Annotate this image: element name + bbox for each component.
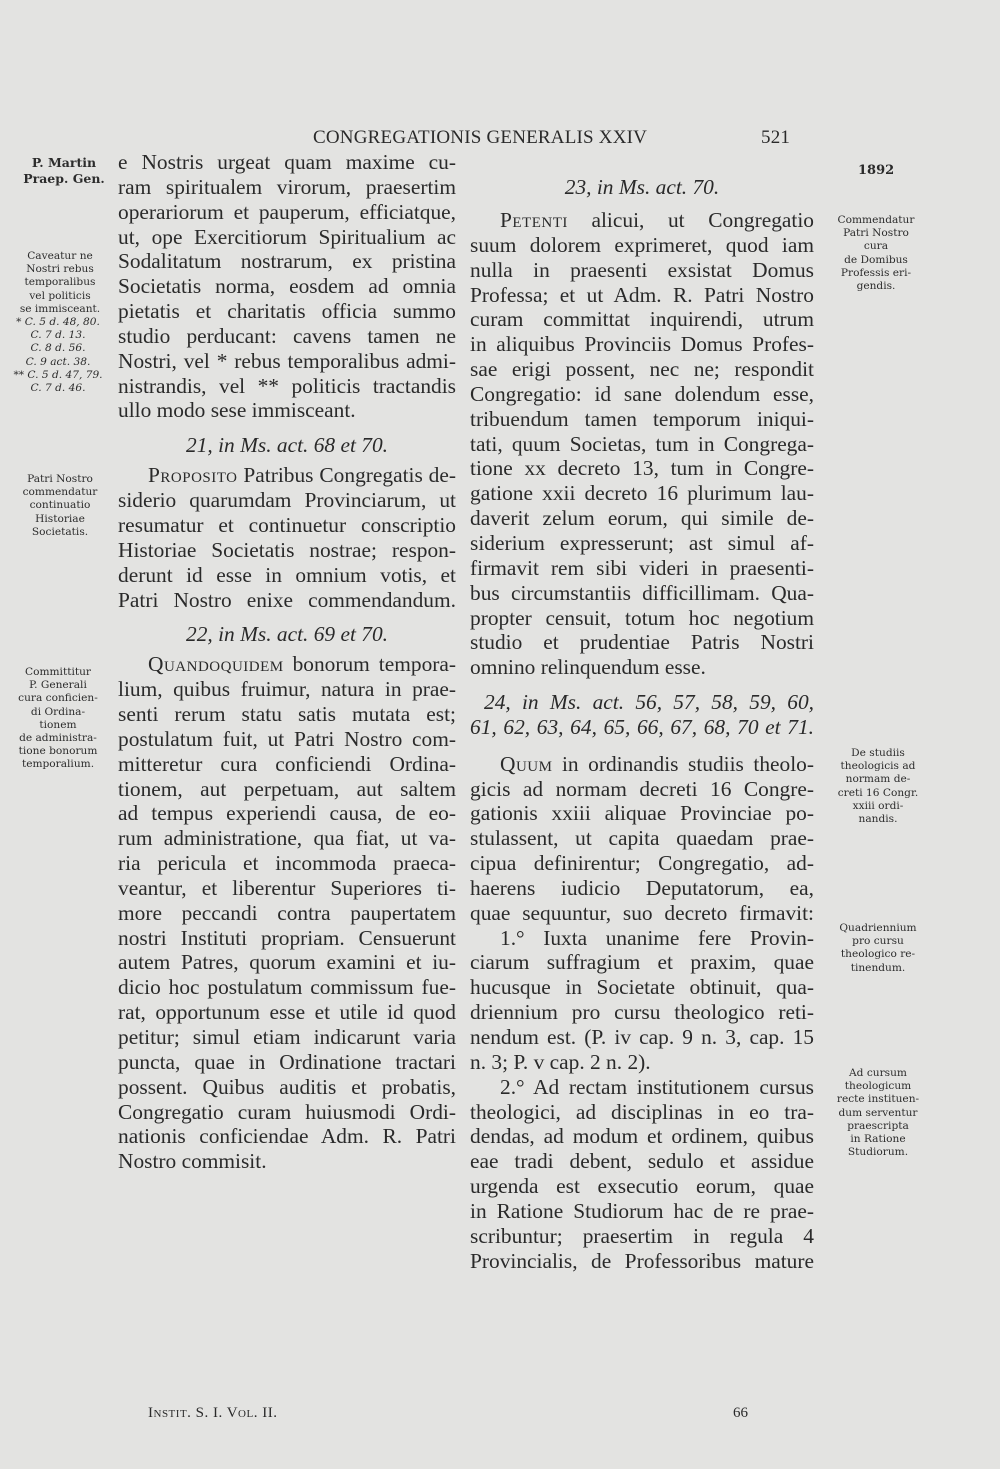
- text-line: quae sequuntur, suo decreto firmavit:: [470, 900, 814, 925]
- lead-word: Quandoquidem: [148, 652, 284, 677]
- note-line: Quadriennium: [839, 922, 917, 934]
- margin-note-right-2: [822, 747, 934, 826]
- text-line: Sodalitatum nostrarum, ex pristina: [118, 249, 456, 274]
- text-line: Nostri, vel * rebus temporalibus admi-: [118, 348, 456, 373]
- note-line: Committitur: [24, 666, 91, 678]
- text-fragment: bonorum tempora-: [283, 652, 456, 677]
- margin-title-left: [14, 155, 114, 187]
- text-line: bus circumstantiis difficillimam. Qua-: [470, 580, 814, 605]
- running-title: CONGREGATIONIS GENERALIS XXIV: [313, 127, 648, 148]
- text-line: hucusque in Societate obtinuit, qua-: [470, 975, 814, 1000]
- text-line: autem Patres, quorum examini et iu-: [118, 950, 456, 975]
- text-line: haerens iudicio Deputatorum, ea,: [470, 875, 814, 900]
- text-line: ad tempus experiendi causa, de eo-: [118, 801, 456, 826]
- note-line: Historiae: [35, 512, 85, 525]
- text-line: in Ratione Studiorum hac de re prae-: [470, 1198, 814, 1223]
- text-line: ullo modo sese immisceant.: [118, 398, 356, 423]
- text-line: senti rerum statu satis mutata est;: [118, 702, 456, 727]
- note-line: nandis.: [858, 813, 898, 826]
- text-line: veantur, et liberentur Superiores ti-: [118, 875, 456, 900]
- text-line: nendum est. (P. iv cap. 9 n. 3, cap. 15: [470, 1025, 814, 1049]
- lead-word: Petenti: [500, 208, 568, 232]
- paragraph-first-line: [118, 652, 456, 677]
- note-line: Societatis.: [31, 525, 89, 538]
- section-heading-24-line2: 61, 62, 63, 64, 65, 66, 67, 68, 70 et 71.: [470, 714, 814, 739]
- text-line: rat, opportunum esse et utile id quod: [118, 1000, 456, 1025]
- note-line: C. 7 d. 13.: [30, 329, 86, 342]
- text-line: nationis conficiendae Adm. R. Patri: [118, 1124, 456, 1149]
- paragraph-first-line: [470, 208, 814, 233]
- text-line: curam committat inquirendi, utrum: [470, 307, 814, 332]
- note-line: creti 16 Congr.: [837, 786, 919, 799]
- text-line: nistrandis, vel ** politicis tractandis: [118, 373, 456, 398]
- text-line: rum administratione, qua fiat, ut va-: [118, 826, 456, 851]
- margin-note-left-1: [8, 250, 112, 316]
- note-line: tionem: [39, 718, 77, 731]
- note-line: xxiii ordi-: [852, 799, 904, 812]
- text-line: dendas, ad modum et ordinem, quibus: [470, 1124, 814, 1149]
- note-line: C. 9 act. 38.: [25, 355, 91, 368]
- note-line: praescripta: [847, 1119, 909, 1132]
- text-line: operariorum et pauperum, efficiatque,: [118, 199, 456, 224]
- margin-note-left-refs: [8, 316, 108, 395]
- text-line: Historiae Societatis nostrae; respon-: [118, 537, 456, 562]
- text-line: ciarum suffragium et praxim, quae: [470, 950, 814, 975]
- note-line: C. 7 d. 46.: [30, 382, 86, 395]
- text-line: mitteretur cura conficiendi Ordina-: [118, 751, 456, 776]
- margin-note-right-3: [822, 922, 934, 975]
- section-heading-21: 21, in Ms. act. 68 et 70.: [186, 433, 388, 458]
- note-line: Caveatur ne: [27, 250, 93, 262]
- margin-note-left-3: [6, 666, 110, 772]
- text-line: urgenda est exsecutio eorum, quae: [470, 1174, 814, 1199]
- text-line: tati, quum Societas, tum in Congrega-: [470, 431, 814, 456]
- page-number: 521: [761, 127, 791, 148]
- text-line: gicis ad normam decreti 16 Congre-: [470, 776, 814, 801]
- text-line: firmavit rem sibi videri in praesenti-: [470, 555, 814, 580]
- note-line: Patri Nostro: [843, 227, 909, 240]
- text-line: derunt id esse in omnium votis, et: [118, 562, 456, 587]
- text-line: theologici, ad disciplinas in eo tra-: [470, 1099, 814, 1124]
- note-line: Commendatur: [837, 214, 915, 226]
- note-line: dum serventur: [838, 1106, 918, 1119]
- text-line: cipua definirentur; Congregatio, ad-: [470, 851, 814, 876]
- text-line: Congregatio: id sane dolendum esse,: [470, 381, 814, 406]
- note-line: gendis.: [856, 280, 896, 293]
- text-line: pietatis et charitatis officia summo: [118, 299, 456, 324]
- text-line: ria pericula et incommoda praeca-: [118, 851, 456, 876]
- lead-word: Proposito: [148, 463, 238, 488]
- text-line: stulassent, ut capita quaedam prae-: [470, 826, 814, 851]
- note-line: de administra-: [19, 732, 97, 745]
- text-line: tionem, aut perpetuam, aut saltem: [118, 776, 456, 801]
- note-line: vel politicis: [29, 289, 91, 302]
- note-line: tinendum.: [850, 961, 906, 974]
- section-heading-22: 22, in Ms. act. 69 et 70.: [186, 622, 388, 647]
- text-line: driennium pro cursu theologico reti-: [470, 1000, 814, 1025]
- list-item-1-first-line: 1.° Iuxta unanime fere Provin-: [500, 925, 814, 950]
- note-line: theologicum: [844, 1080, 912, 1093]
- text-line: siderium expresserunt; ast simul af-: [470, 530, 814, 555]
- lead-word: Quum: [500, 751, 553, 776]
- text-line: petitur; simul etiam indicarunt varia: [118, 1025, 456, 1049]
- text-line: n. 3; P. v cap. 2 n. 2).: [470, 1049, 651, 1074]
- note-line: temporalibus: [24, 276, 96, 289]
- text-line: Patri Nostro enixe commendandum.: [118, 587, 456, 612]
- margin-year: 1892: [858, 163, 895, 178]
- text-line: gatione xxii decreto 16 plurimum lau-: [470, 481, 814, 506]
- text-line: postulatum fuit, ut Patri Nostro com-: [118, 726, 456, 751]
- signature-label: Instit. S. I. Vol. II.: [148, 1405, 278, 1421]
- margin-note-right-1: [820, 214, 932, 293]
- section-heading-23: 23, in Ms. act. 70.: [564, 175, 720, 199]
- note-line: De studiis: [851, 747, 905, 759]
- text-line: possent. Quibus auditis et probatis,: [118, 1074, 456, 1099]
- text-line: puncta, quae in Ordinatione tractari: [118, 1049, 456, 1074]
- list-item-2-first-line: 2.° Ad rectam institutionem cursus: [500, 1074, 814, 1099]
- note-line: Patri Nostro: [27, 473, 93, 485]
- section-heading-24-line1: 24, in Ms. act. 56, 57, 58, 59, 60,: [484, 690, 814, 715]
- note-line: ** C. 5 d. 47, 79.: [13, 368, 103, 381]
- note-line: temporalium.: [21, 758, 95, 771]
- note-line: Nostri rebus: [26, 263, 94, 276]
- text-line: propter censuit, totum hoc negotium: [470, 605, 814, 630]
- text-line: Provincialis, de Professoribus mature: [470, 1248, 814, 1273]
- note-line: P. Generali: [29, 679, 87, 692]
- text-line: Congregatio curam huiusmodi Ordi-: [118, 1099, 456, 1124]
- note-line: pro cursu: [852, 935, 904, 948]
- text-line: sae erigi possent, nec ne; respondit: [470, 357, 814, 382]
- note-line: cura: [863, 240, 889, 253]
- text-line: nulla in praesenti exsistat Domus: [470, 257, 814, 282]
- text-line: daverit zelum eorum, qui simile de-: [470, 506, 814, 531]
- note-line: theologicis ad: [840, 760, 916, 773]
- text-line: e Nostris urgeat quam maxime cu-: [118, 150, 456, 174]
- text-line: siderio quarumdam Provinciarum, ut: [118, 488, 456, 513]
- text-line: tione xx decreto 13, tum in Congre-: [470, 456, 814, 481]
- text-column-left: [118, 150, 456, 1174]
- note-line: theologico re-: [840, 948, 916, 961]
- text-line: Nostro commisit.: [118, 1149, 267, 1174]
- margin-note-right-4: [822, 1067, 934, 1159]
- text-line: more peccandi contra paupertatem: [118, 900, 456, 925]
- margin-title-line: P. Martin: [31, 155, 97, 170]
- text-line: Societatis norma, eosdem ad omnia: [118, 274, 456, 299]
- text-line: lium, quibus fruimur, natura in prae-: [118, 677, 456, 702]
- text-line: eae tradi debent, sedulo et assidue: [470, 1149, 814, 1174]
- note-line: recte instituen-: [836, 1093, 920, 1106]
- note-line: se immisceant.: [19, 302, 101, 315]
- note-line: de Domibus: [844, 253, 908, 266]
- text-line: resumatur et continuetur conscriptio: [118, 512, 456, 537]
- note-line: in Ratione: [850, 1133, 906, 1146]
- note-line: * C. 5 d. 48, 80.: [16, 316, 100, 328]
- text-fragment: Patribus Congregatis de-: [237, 463, 456, 488]
- note-line: Professis eri-: [840, 266, 912, 279]
- margin-note-left-2: [10, 473, 110, 539]
- note-line: cura conficien-: [18, 692, 98, 705]
- note-line: di Ordina-: [30, 705, 86, 718]
- text-column-right: [470, 172, 814, 1273]
- note-line: commendatur: [22, 486, 98, 499]
- text-fragment: alicui, ut Congregatio: [567, 208, 814, 232]
- note-line: tione bonorum: [18, 745, 98, 758]
- paragraph-first-line: [118, 463, 456, 488]
- margin-title-line: Praep. Gen.: [23, 171, 105, 186]
- text-fragment: in ordinandis studiis theolo-: [552, 751, 814, 776]
- text-line: studio et prudentiae Patris Nostri: [470, 630, 814, 655]
- text-line: Professa; et ut Adm. R. Patri Nostro: [470, 282, 814, 307]
- text-line: ut, ope Exercitiorum Spiritualium ac: [118, 224, 456, 249]
- text-line: suum dolorem exprimeret, quod iam: [470, 232, 814, 257]
- note-line: Ad cursum: [849, 1067, 907, 1079]
- text-line: scribuntur; praesertim in regula 4: [470, 1223, 814, 1248]
- text-line: omnino relinquendum esse.: [470, 655, 706, 680]
- text-line: dicio hoc postulatum commissum fue-: [118, 975, 456, 1000]
- note-line: C. 8 d. 56.: [30, 342, 86, 355]
- note-line: normam de-: [845, 773, 911, 786]
- note-line: continuatio: [29, 499, 91, 512]
- text-line: in aliquibus Provinciis Domus Profes-: [470, 332, 814, 357]
- paragraph-first-line: [470, 752, 814, 777]
- text-line: tribuendum tamen temporum iniqui-: [470, 406, 814, 431]
- text-line: gationis xxiii aliquae Provinciae po-: [470, 801, 814, 826]
- text-line: nostri Instituti propriam. Censuerunt: [118, 925, 456, 950]
- text-line: ram spiritualem virorum, praesertim: [118, 174, 456, 199]
- text-line: studio perducant: cavens tamen ne: [118, 323, 456, 348]
- note-line: Studiorum.: [847, 1146, 909, 1159]
- sheet-number: 66: [733, 1405, 748, 1421]
